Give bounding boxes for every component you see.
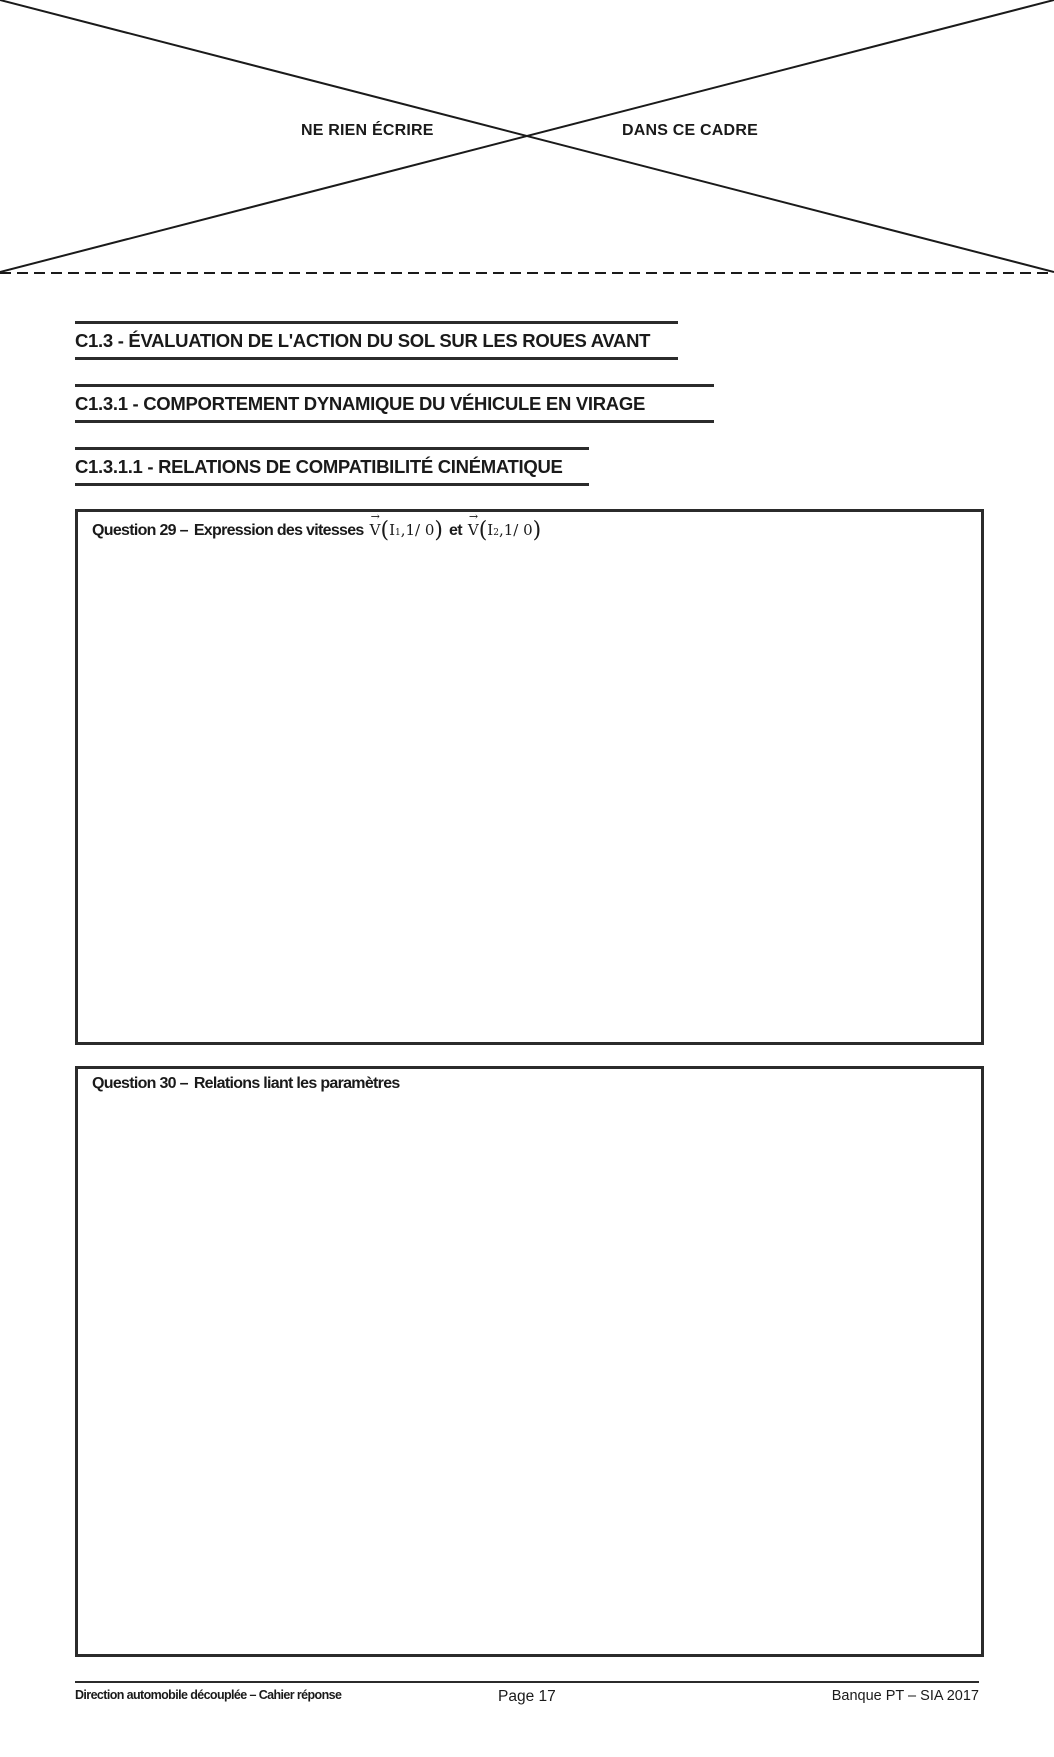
question-30-title bbox=[92, 1075, 400, 1093]
formula-2-point: I bbox=[487, 521, 494, 539]
formula-1-rest: ,1/ 0 bbox=[400, 521, 435, 539]
section-heading-c1-3: C1.3 - ÉVALUATION DE L'ACTION DU SOL SUR LES ROUES AVANT bbox=[75, 321, 678, 360]
footer-page-number: Page 17 bbox=[498, 1688, 556, 1705]
no-write-left-text: NE RIEN ÉCRIRE bbox=[301, 122, 434, 139]
footer-source: Banque PT – SIA 2017 bbox=[831, 1688, 979, 1704]
formula-2-index: 2 bbox=[493, 528, 499, 538]
footer-rule bbox=[75, 1681, 979, 1683]
question-30-label: Question 30 – bbox=[92, 1075, 188, 1092]
formula-connector: et bbox=[449, 522, 462, 539]
question-29-label: Question 29 – bbox=[92, 522, 188, 539]
no-write-zone bbox=[0, 0, 1054, 275]
question-30-text: Relations liant les paramètres bbox=[193, 1075, 400, 1092]
answer-box-question-29[interactable] bbox=[75, 509, 984, 1045]
question-29-title bbox=[92, 518, 542, 543]
footer-document-title: Direction automobile découplée – Cahier réponse bbox=[75, 1688, 342, 1702]
velocity-formula-1: → V ( I $_1$ ,1/ 0 ) bbox=[370, 518, 443, 540]
formula-2-rest: ,1/ 0 bbox=[498, 521, 533, 539]
answer-box-question-30[interactable] bbox=[75, 1066, 984, 1657]
velocity-formula-2: → V ( I $_2$ ,1/ 0 ) bbox=[468, 518, 541, 540]
velocity-vector-symbol: → V bbox=[370, 521, 381, 539]
formula-1-index: 1 bbox=[395, 528, 401, 538]
question-29-text: Expression des vitesses bbox=[193, 522, 364, 539]
no-write-cross bbox=[0, 0, 1054, 275]
velocity-vector-symbol: → V bbox=[468, 521, 479, 539]
no-write-right-text: DANS CE CADRE bbox=[622, 122, 758, 139]
formula-1-point: I bbox=[389, 521, 395, 539]
section-heading-c1-3-1-1: C1.3.1.1 - RELATIONS DE COMPATIBILITÉ CINÉMATIQUE bbox=[75, 447, 589, 486]
section-heading-c1-3-1: C1.3.1 - COMPORTEMENT DYNAMIQUE DU VÉHICULE EN VIRAGE bbox=[75, 384, 714, 423]
